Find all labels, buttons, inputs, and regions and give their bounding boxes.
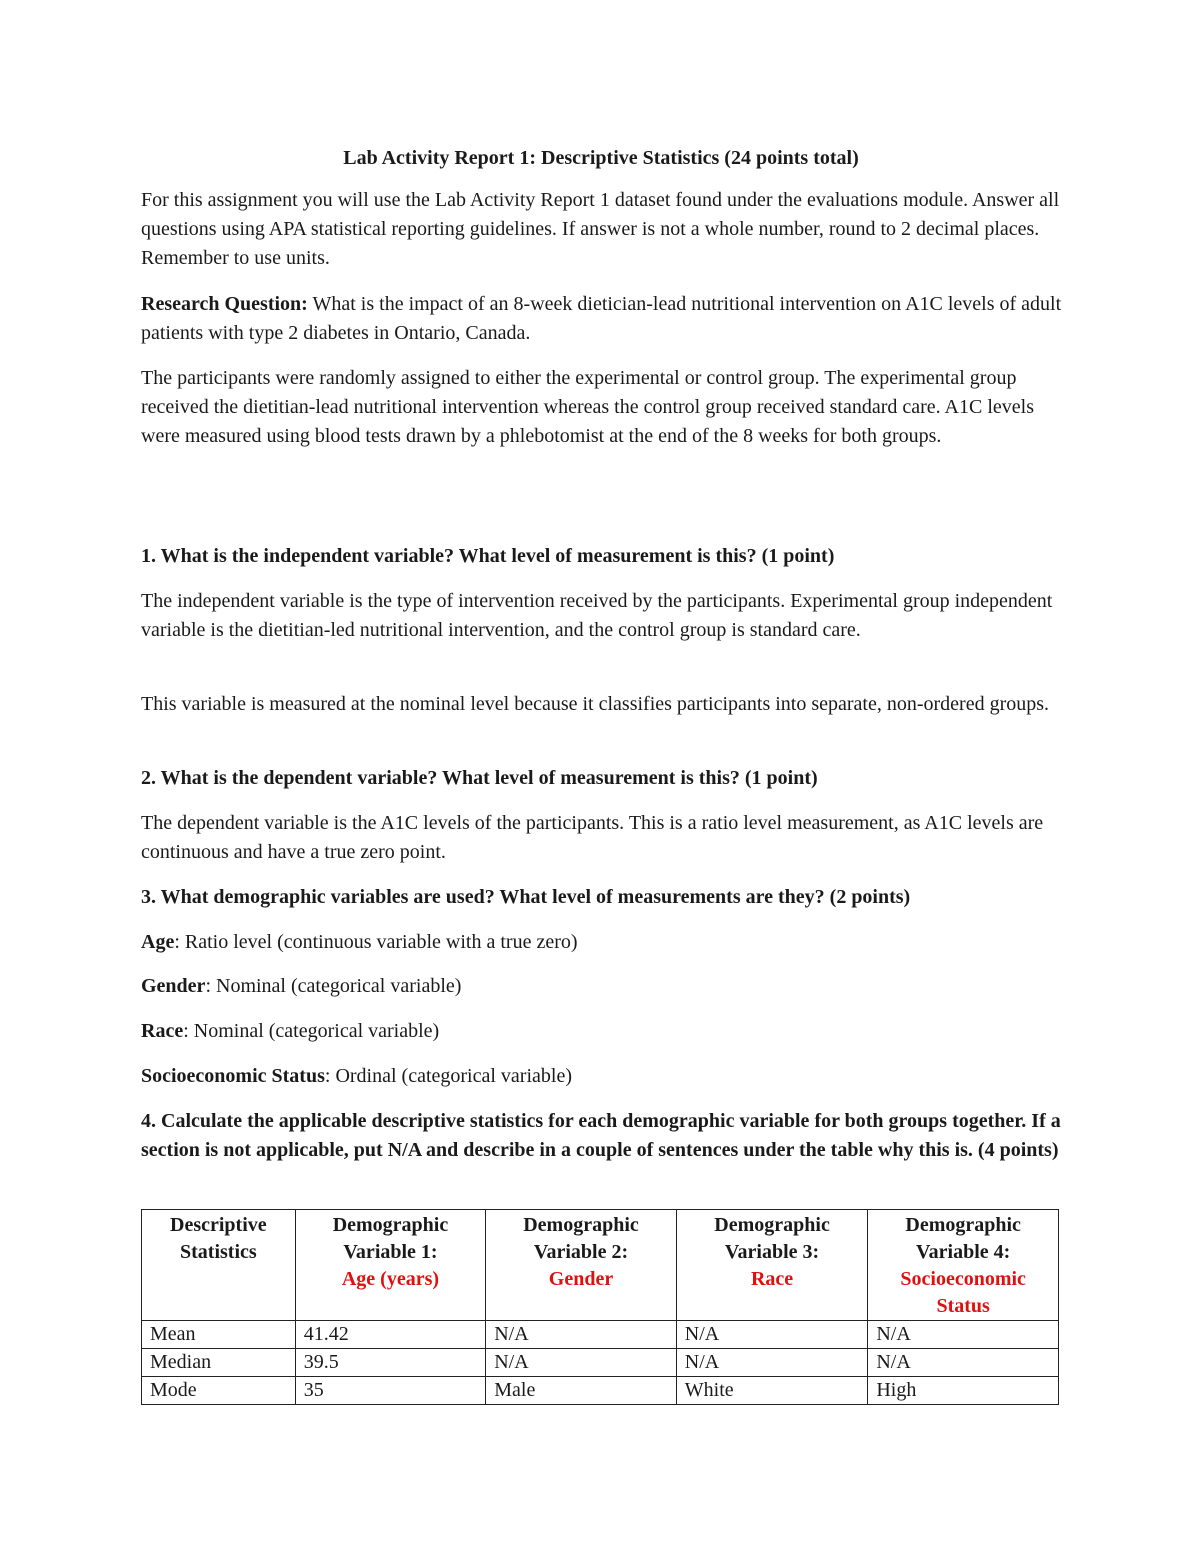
header-variable-1: Demographic Variable 1: Age (years) — [295, 1210, 486, 1321]
variable-age: Age: Ratio level (continuous variable with a true zero) — [141, 931, 578, 953]
research-question — [141, 290, 1066, 348]
variable-race: Race: Nominal (categorical variable) — [141, 1020, 440, 1042]
page-title: Lab Activity Report 1: Descriptive Statistics (24 points total) — [343, 147, 859, 169]
question-2-answer: The dependent variable is the A1C levels of the participants. This is a ratio level measurement, as A1C levels are continuous and have a true zero point. — [141, 812, 1044, 863]
research-question-label: Research Question: — [141, 293, 308, 315]
question-1-heading: 1. What is the independent variable? What level of measurement is this? (1 point) — [141, 545, 835, 567]
table-header-row — [142, 1210, 1059, 1321]
header-variable-4: Demographic Variable 4: Socioeconomic Status — [868, 1210, 1059, 1321]
variable-ses: Socioeconomic Status: Ordinal (categorical variable) — [141, 1065, 572, 1087]
design-paragraph: The participants were randomly assigned to either the experimental or control group. The experimental group received the dietitian-lead nutritional intervention whereas the control group received standard care. A1C levels were measured using blood tests drawn by a phlebotomist at the end of the 8 weeks for both groups. — [141, 367, 1034, 447]
table-row: Mode 35 Male White High — [142, 1377, 1059, 1405]
question-1-answer-1: The independent variable is the type of intervention received by the participants. Experimental group independent variable is the dietitian-led nutritional intervention, and the control group is standard care. — [141, 590, 1053, 641]
question-1-answer-2: This variable is measured at the nominal level because it classifies participants into separate, non-ordered groups. — [141, 693, 1050, 715]
header-variable-3: Demographic Variable 3: Race — [676, 1210, 868, 1321]
header-variable-2: Demographic Variable 2: Gender — [486, 1210, 677, 1321]
table-row: Median 39.5 N/A N/A N/A — [142, 1349, 1059, 1377]
research-question-text: What is the impact of an 8-week dietician-lead nutritional intervention on A1C levels of adult patients with type 2 diabetes in Ontario, Canada. — [141, 293, 1062, 344]
variable-gender: Gender: Nominal (categorical variable) — [141, 975, 462, 997]
question-2-heading: 2. What is the dependent variable? What level of measurement is this? (1 point) — [141, 767, 818, 789]
question-4-heading: 4. Calculate the applicable descriptive statistics for each demographic variable for both groups together. If a section is not applicable, put N/A and describe in a couple of sentences under the table why this is. (4 points) — [141, 1110, 1061, 1161]
descriptive-statistics-table — [141, 1209, 1059, 1405]
intro-paragraph: For this assignment you will use the Lab Activity Report 1 dataset found under the evaluations module. Answer all questions using APA statistical reporting guidelines. If answer is not a whole number, round to 2 decimal places. Remember to use units. — [141, 189, 1060, 269]
question-3-heading: 3. What demographic variables are used? What level of measurements are they? (2 points) — [141, 886, 911, 908]
table-row: Mean 41.42 N/A N/A N/A — [142, 1321, 1059, 1349]
header-descriptive-statistics: Descriptive Statistics — [142, 1210, 296, 1321]
